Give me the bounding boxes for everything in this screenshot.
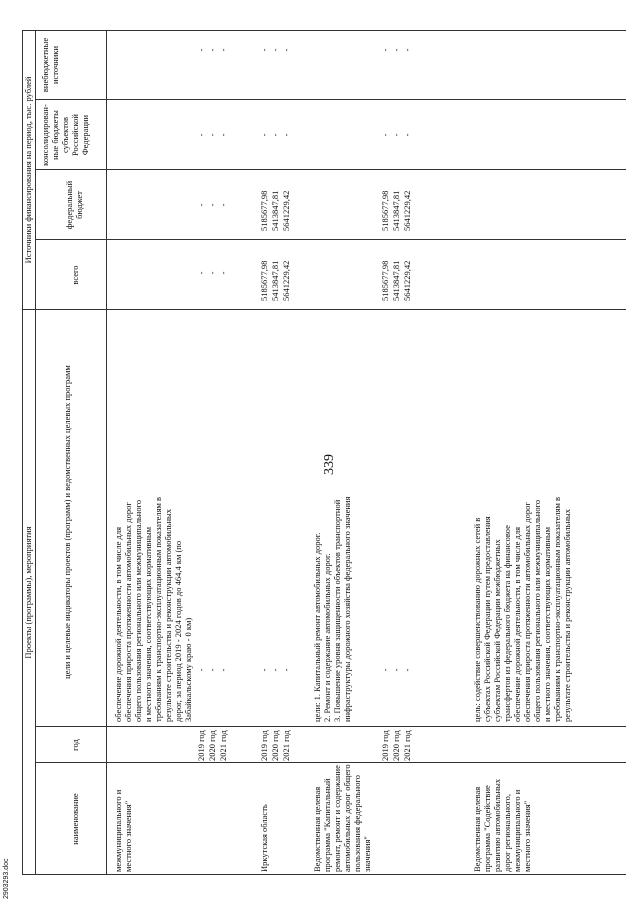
row-0-total-2: - xyxy=(218,271,228,275)
row-0-regional-0: - xyxy=(196,133,206,137)
row-0-federal-0: - xyxy=(196,203,206,207)
row-1-extra-2: - xyxy=(281,48,291,52)
document-id: 2903293.doc xyxy=(3,858,10,899)
row-3-goal-1: субъектах Российской Федерации путем предоставления xyxy=(482,516,492,722)
row-3-goal-8: требованиям к транспортно-эксплуатационным показателям в xyxy=(552,496,562,722)
col-divider-regional xyxy=(35,99,626,100)
row-1-year-2: 2021 год xyxy=(281,730,291,761)
row-0-federal-2: - xyxy=(218,203,228,207)
row-3-name-3: дорог регионального, xyxy=(502,794,512,872)
header-extra: внебюджетные источники xyxy=(40,37,60,93)
row-0-total-0: - xyxy=(196,271,206,275)
row-0-goal-5: результате строительства и реконструкции автомобильных xyxy=(163,509,173,722)
row-0-extra-0: - xyxy=(196,48,206,52)
row-2-goal-3: инфраструктуры дорожного хозяйства федерального значения xyxy=(342,496,352,722)
row-0-goal-0: обеспечение дорожной деятельности, в том числе для xyxy=(113,526,123,722)
row-0-extra-1: - xyxy=(207,48,217,52)
row-0-year-0: 2019 год xyxy=(196,730,206,761)
header-goals: цели и целевые индикаторы проектов (программ) и ведомственных целевых программ xyxy=(62,365,72,679)
row-2-extra-2: - xyxy=(402,48,412,52)
row-1-federal-1: 5413847,81 xyxy=(270,190,280,231)
row-2-extra-0: - xyxy=(380,48,390,52)
row-2-regional-2: - xyxy=(402,133,412,137)
row-0-goal-dash-2: - xyxy=(218,668,228,672)
border-left xyxy=(22,874,626,875)
header-bottom xyxy=(106,30,107,875)
header-sources-group: Источники финансирования на период, тыс. рублей xyxy=(23,76,33,264)
row-2-name-5: значения" xyxy=(362,836,372,872)
col-divider-federal xyxy=(35,169,626,170)
row-2-goal-dash-2: - xyxy=(402,668,412,672)
row-1-extra-1: - xyxy=(270,48,280,52)
row-3-name-1: программа "Содействие xyxy=(482,785,492,872)
row-3-goal-2: субъектам Российской Федерации межбюджетных xyxy=(492,539,502,722)
row-3-goal-5: обеспечения прироста протяженности автомобильных дорог xyxy=(522,502,532,722)
row-1-federal-2: 5641229,42 xyxy=(281,190,291,231)
row-2-goal-dash-0: - xyxy=(380,668,390,672)
row-0-regional-2: - xyxy=(218,133,228,137)
col-divider-name xyxy=(35,762,626,763)
row-2-federal-0: 5185677,98 xyxy=(380,190,390,231)
row-1-total-1: 5413847,81 xyxy=(270,260,280,301)
row-0-goal-dash-0: - xyxy=(196,668,206,672)
row-0-regional-1: - xyxy=(207,133,217,137)
row-2-name-2: ремонт, ремонт и содержание xyxy=(332,765,342,872)
row-0-total-1: - xyxy=(207,271,217,275)
row-3-name-5: местного значения" xyxy=(522,800,532,872)
col-divider-year xyxy=(35,726,626,727)
row-2-federal-1: 5413847,81 xyxy=(391,190,401,231)
row-2-goal-0: цели: 1. Капитальный ремонт автомобильных дорог. xyxy=(312,532,322,722)
row-2-federal-2: 5641229,42 xyxy=(402,190,412,231)
row-1-regional-2: - xyxy=(281,133,291,137)
row-3-goal-9: результате строительства и реконструкции автомобильных xyxy=(562,509,572,722)
row-2-total-1: 5413847,81 xyxy=(391,260,401,301)
row-1-year-0: 2019 год xyxy=(259,730,269,761)
row-0-extra-2: - xyxy=(218,48,228,52)
row-0-goal-2: общего пользования регионального или межмуниципального xyxy=(133,499,143,722)
row-2-year-2: 2021 год xyxy=(402,730,412,761)
row-2-name-4: пользования федерального xyxy=(352,775,362,872)
row-2-total-2: 5641229,42 xyxy=(402,260,412,301)
row-2-name-0: Ведомственная целевая xyxy=(312,786,322,872)
row-0-goal-4: требованиям к транспортно-эксплуатационным показателям в xyxy=(153,496,163,722)
row-2-regional-1: - xyxy=(391,133,401,137)
row-1-regional-1: - xyxy=(270,133,280,137)
row-2-goal-dash-1: - xyxy=(391,668,401,672)
row-3-goal-7: и местного значения, соответствующих нормативным xyxy=(542,526,552,722)
row-0-goal-3: и местного значения, соответствующих нормативным xyxy=(143,526,153,722)
row-2-goal-2: 3. Повышение уровня защищенности объектов транспортной xyxy=(332,499,342,722)
row-2-total-0: 5185677,98 xyxy=(380,260,390,301)
financing-table xyxy=(22,30,626,875)
row-2-extra-1: - xyxy=(391,48,401,52)
border-right xyxy=(22,30,626,31)
row-1-extra-0: - xyxy=(259,48,269,52)
row-0-goal-6: дорог, за период 2019 - 2024 годов до 464,4 км (по xyxy=(173,540,183,722)
row-1-total-0: 5185677,98 xyxy=(259,260,269,301)
header-federal: федеральный бюджет xyxy=(64,180,84,230)
header-regional: консолидирован-ные бюджеты субъектов Российской Федерации xyxy=(40,104,90,166)
row-2-name-1: программа "Капитальный xyxy=(322,778,332,872)
row-3-goal-0: цель: содействие совершенствованию дорожных сетей в xyxy=(472,517,482,722)
row-0-year-1: 2020 год xyxy=(207,730,217,761)
row-1-total-2: 5641229,42 xyxy=(281,260,291,301)
row-0-goal-1: обеспечения прироста протяженности автомобильных дорог xyxy=(123,502,133,722)
row-1-goal-dash-0: - xyxy=(259,668,269,672)
row-0-goal-dash-1: - xyxy=(207,668,217,672)
row-2-name-3: автомобильных дорог общего xyxy=(342,764,352,872)
row-0-year-2: 2021 год xyxy=(218,730,228,761)
row-3-name-4: межмуниципального и xyxy=(512,789,522,872)
row-1-goal-dash-1: - xyxy=(270,668,280,672)
row-0-name-0: межмуниципального и xyxy=(113,789,123,872)
row-2-year-1: 2020 год xyxy=(391,730,401,761)
row-0-federal-1: - xyxy=(207,203,217,207)
row-2-year-0: 2019 год xyxy=(380,730,390,761)
row-0-goal-7: Забайкальскому краю - 0 км) xyxy=(183,617,193,722)
top-border xyxy=(22,30,23,875)
row-0-name-1: местного значения" xyxy=(123,800,133,872)
page-number: 339 xyxy=(322,454,337,475)
row-1-name-0: Иркутская область xyxy=(259,804,269,872)
row-3-goal-6: общего пользования регионального или межмуниципального xyxy=(532,499,542,722)
row-3-name-0: Ведомственная целевая xyxy=(472,786,482,872)
row-3-goal-3: трансфертов из федерального бюджета на финансовое xyxy=(502,525,512,722)
header-year: год xyxy=(70,739,80,751)
row-3-name-2: развитию автомобильных xyxy=(492,778,502,872)
header-name: наименование xyxy=(70,793,80,845)
row-2-regional-0: - xyxy=(380,133,390,137)
header-projects-group: Проекты (программы), мероприятия xyxy=(23,526,33,659)
row-1-regional-0: - xyxy=(259,133,269,137)
col-divider-goals xyxy=(22,309,626,310)
col-divider-total xyxy=(35,239,626,240)
header-total: всего xyxy=(70,265,80,285)
row-1-federal-0: 5185677,98 xyxy=(259,190,269,231)
row-1-goal-dash-2: - xyxy=(281,668,291,672)
row-1-year-1: 2020 год xyxy=(270,730,280,761)
row-3-goal-4: обеспечение дорожной деятельности, в том числе для xyxy=(512,526,522,722)
row-2-goal-1: 2. Ремонт и содержание автомобильных дорог. xyxy=(322,553,332,722)
header-divider xyxy=(35,30,36,875)
